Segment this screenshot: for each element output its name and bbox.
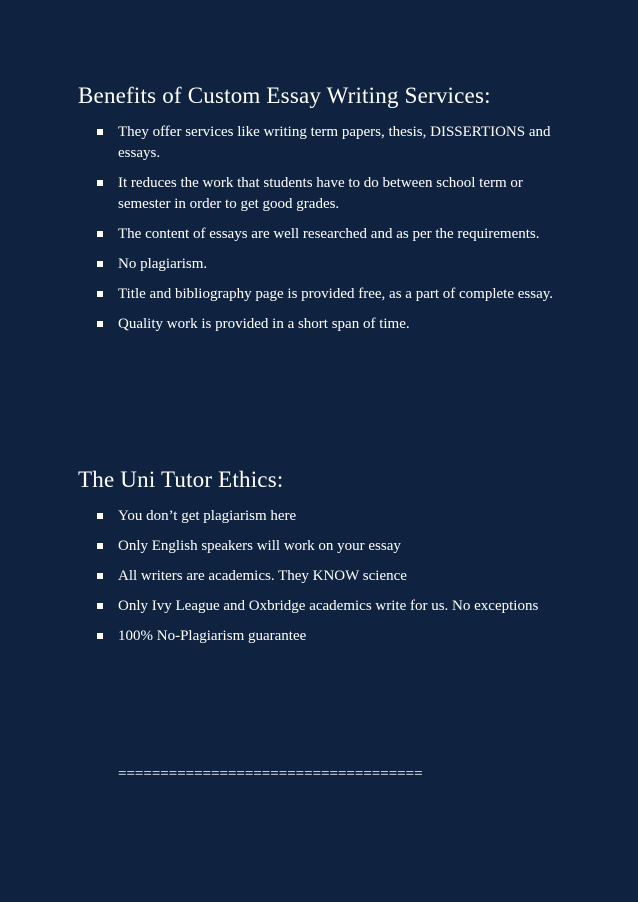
- square-bullet-icon: [97, 231, 103, 237]
- benefits-section: [78, 78, 568, 344]
- list-item-text: It reduces the work that students have to do between school term or semester in order to get good grades.: [118, 175, 523, 212]
- square-bullet-icon: [97, 543, 103, 549]
- list-item-text: 100% No-Plagiarism guarantee: [118, 628, 307, 644]
- square-bullet-icon: [97, 261, 103, 267]
- list-item: [78, 224, 568, 245]
- ethics-list: [78, 506, 568, 647]
- list-item: [78, 122, 568, 164]
- list-item-text: Only Ivy League and Oxbridge academics write for us. No exceptions: [118, 598, 539, 614]
- list-item-text: All writers are academics. They KNOW science: [118, 568, 407, 584]
- list-item: [78, 536, 568, 557]
- list-item: [78, 566, 568, 587]
- square-bullet-icon: [97, 180, 103, 186]
- list-item: [78, 314, 568, 335]
- list-item: [78, 254, 568, 275]
- square-bullet-icon: [97, 291, 103, 297]
- list-item-text: No plagiarism.: [118, 256, 208, 272]
- list-item: [78, 284, 568, 305]
- separator-line: ====================================: [118, 766, 423, 782]
- list-item: [78, 596, 568, 617]
- list-item: [78, 173, 568, 215]
- list-item: [78, 626, 568, 647]
- benefits-list: [78, 122, 568, 335]
- list-item-text: You don’t get plagiarism here: [118, 508, 297, 524]
- square-bullet-icon: [97, 129, 103, 135]
- list-item-text: Only English speakers will work on your essay: [118, 538, 401, 554]
- ethics-section: [78, 462, 568, 656]
- square-bullet-icon: [97, 573, 103, 579]
- square-bullet-icon: [97, 321, 103, 327]
- square-bullet-icon: [97, 513, 103, 519]
- benefits-heading: Benefits of Custom Essay Writing Services:: [78, 83, 491, 108]
- list-item-text: Title and bibliography page is provided free, as a part of complete essay.: [118, 286, 554, 302]
- ethics-heading: The Uni Tutor Ethics:: [78, 467, 284, 492]
- list-item: [78, 506, 568, 527]
- list-item-text: The content of essays are well researched and as per the requirements.: [118, 226, 540, 242]
- square-bullet-icon: [97, 603, 103, 609]
- list-item-text: They offer services like writing term papers, thesis, DISSERTIONS and essays.: [118, 124, 551, 161]
- list-item-text: Quality work is provided in a short span of time.: [118, 316, 410, 332]
- square-bullet-icon: [97, 633, 103, 639]
